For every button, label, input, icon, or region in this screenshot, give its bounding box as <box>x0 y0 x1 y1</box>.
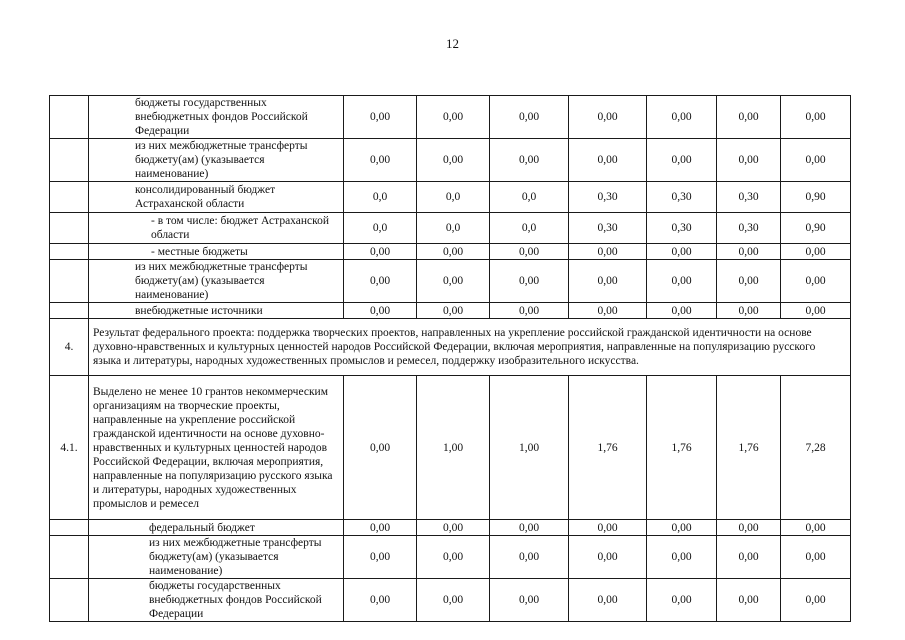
value-cell: 0,00 <box>647 139 717 182</box>
table-row <box>50 213 851 244</box>
table-row <box>50 260 851 303</box>
value-cell: 0,30 <box>717 182 781 213</box>
table-row <box>50 244 851 260</box>
total-cell: 0,00 <box>781 139 851 182</box>
value-cell: 0,00 <box>490 536 569 579</box>
row-description: - местные бюджеты <box>89 244 344 260</box>
row-number: 4.1. <box>50 376 89 520</box>
row-number <box>50 579 89 622</box>
value-cell: 0,00 <box>647 96 717 139</box>
total-cell: 0,90 <box>781 213 851 244</box>
value-cell: 0,00 <box>417 139 490 182</box>
row-number <box>50 96 89 139</box>
row-description: федеральный бюджет <box>89 520 344 536</box>
row-description: бюджеты государственных внебюджетных фондов Российской Федерации <box>89 96 344 139</box>
row-number <box>50 139 89 182</box>
row-description: консолидированный бюджет Астраханской области <box>89 182 344 213</box>
row-number <box>50 520 89 536</box>
value-cell: 0,00 <box>490 96 569 139</box>
section-number: 4. <box>50 319 89 376</box>
value-cell: 0,00 <box>569 536 647 579</box>
table-row <box>50 579 851 622</box>
value-cell: 0,00 <box>647 260 717 303</box>
value-cell: 0,00 <box>490 260 569 303</box>
value-cell: 0,0 <box>344 213 417 244</box>
total-cell: 0,00 <box>781 579 851 622</box>
value-cell: 0,30 <box>717 213 781 244</box>
value-cell: 0,00 <box>647 303 717 319</box>
table-row <box>50 182 851 213</box>
row-description: внебюджетные источники <box>89 303 344 319</box>
value-cell: 1,00 <box>490 376 569 520</box>
row-number <box>50 182 89 213</box>
value-cell: 0,00 <box>344 536 417 579</box>
value-cell: 0,00 <box>569 244 647 260</box>
value-cell: 0,00 <box>717 536 781 579</box>
value-cell: 0,0 <box>344 182 417 213</box>
total-cell: 0,00 <box>781 536 851 579</box>
row-number <box>50 536 89 579</box>
total-cell: 0,00 <box>781 260 851 303</box>
total-cell: 0,00 <box>781 244 851 260</box>
value-cell: 0,00 <box>569 579 647 622</box>
value-cell: 0,00 <box>344 139 417 182</box>
value-cell: 0,30 <box>647 213 717 244</box>
total-cell: 7,28 <box>781 376 851 520</box>
value-cell: 0,00 <box>490 139 569 182</box>
row-description: бюджеты государственных внебюджетных фондов Российской Федерации <box>89 579 344 622</box>
section-row <box>50 319 851 376</box>
value-cell: 0,00 <box>344 376 417 520</box>
total-cell: 0,00 <box>781 96 851 139</box>
value-cell: 0,00 <box>344 260 417 303</box>
value-cell: 0,00 <box>647 579 717 622</box>
table-row <box>50 520 851 536</box>
value-cell: 0,00 <box>490 303 569 319</box>
value-cell: 0,00 <box>417 244 490 260</box>
value-cell: 0,00 <box>417 579 490 622</box>
value-cell: 1,76 <box>717 376 781 520</box>
page-number: 12 <box>446 36 459 51</box>
value-cell: 0,00 <box>717 520 781 536</box>
value-cell: 0,00 <box>344 244 417 260</box>
value-cell: 0,00 <box>344 96 417 139</box>
value-cell: 1,00 <box>417 376 490 520</box>
value-cell: 0,00 <box>647 244 717 260</box>
row-number <box>50 303 89 319</box>
total-cell: 0,00 <box>781 303 851 319</box>
table-row <box>50 536 851 579</box>
table-row <box>50 376 851 520</box>
budget-table <box>49 95 851 622</box>
row-description: Выделено не менее 10 грантов некоммерческим организациям на творческие проекты, направленные на укрепление российской гражданской идентичности на основе духовно-нравственных и культурных ценностей народов Российской Федерации, включая мероприятия, направленные на популяризацию русского языка и литературы, народных художественных промыслов и ремесел <box>89 376 344 520</box>
value-cell: 0,00 <box>417 260 490 303</box>
value-cell: 0,0 <box>490 213 569 244</box>
value-cell: 0,00 <box>647 536 717 579</box>
value-cell: 0,00 <box>717 579 781 622</box>
value-cell: 0,00 <box>417 520 490 536</box>
total-cell: 0,00 <box>781 520 851 536</box>
table-row <box>50 139 851 182</box>
value-cell: 0,00 <box>417 536 490 579</box>
section-title: Результат федерального проекта: поддержка творческих проектов, направленных на укрепление российской гражданской идентичности на основе духовно-нравственных и культурных ценностей народов Российской Федерации, включая мероприятия, направленные на популяризацию русского языка и литературы, народных художественных промыслов и ремесел, поддержку изобразительного искусства. <box>89 319 851 376</box>
row-description: из них межбюджетные трансферты бюджету(ам) (указывается наименование) <box>89 536 344 579</box>
value-cell: 0,00 <box>647 520 717 536</box>
value-cell: 0,00 <box>717 303 781 319</box>
value-cell: 0,00 <box>344 303 417 319</box>
table-row <box>50 303 851 319</box>
value-cell: 0,00 <box>569 520 647 536</box>
value-cell: 0,0 <box>490 182 569 213</box>
value-cell: 0,00 <box>490 520 569 536</box>
row-description: - в том числе: бюджет Астраханской области <box>89 213 344 244</box>
row-number <box>50 244 89 260</box>
row-description: из них межбюджетные трансферты бюджету(ам) (указывается наименование) <box>89 260 344 303</box>
value-cell: 1,76 <box>569 376 647 520</box>
value-cell: 0,00 <box>717 139 781 182</box>
value-cell: 0,00 <box>717 244 781 260</box>
value-cell: 1,76 <box>647 376 717 520</box>
value-cell: 0,0 <box>417 213 490 244</box>
value-cell: 0,00 <box>490 579 569 622</box>
value-cell: 0,00 <box>417 96 490 139</box>
value-cell: 0,00 <box>717 260 781 303</box>
value-cell: 0,00 <box>569 139 647 182</box>
value-cell: 0,00 <box>344 579 417 622</box>
value-cell: 0,00 <box>569 260 647 303</box>
row-number <box>50 213 89 244</box>
value-cell: 0,30 <box>647 182 717 213</box>
row-number <box>50 260 89 303</box>
table-row <box>50 96 851 139</box>
value-cell: 0,00 <box>717 96 781 139</box>
value-cell: 0,00 <box>344 520 417 536</box>
value-cell: 0,0 <box>417 182 490 213</box>
value-cell: 0,00 <box>569 303 647 319</box>
value-cell: 0,30 <box>569 182 647 213</box>
value-cell: 0,00 <box>417 303 490 319</box>
value-cell: 0,30 <box>569 213 647 244</box>
value-cell: 0,00 <box>569 96 647 139</box>
total-cell: 0,90 <box>781 182 851 213</box>
row-description: из них межбюджетные трансферты бюджету(ам) (указывается наименование) <box>89 139 344 182</box>
value-cell: 0,00 <box>490 244 569 260</box>
